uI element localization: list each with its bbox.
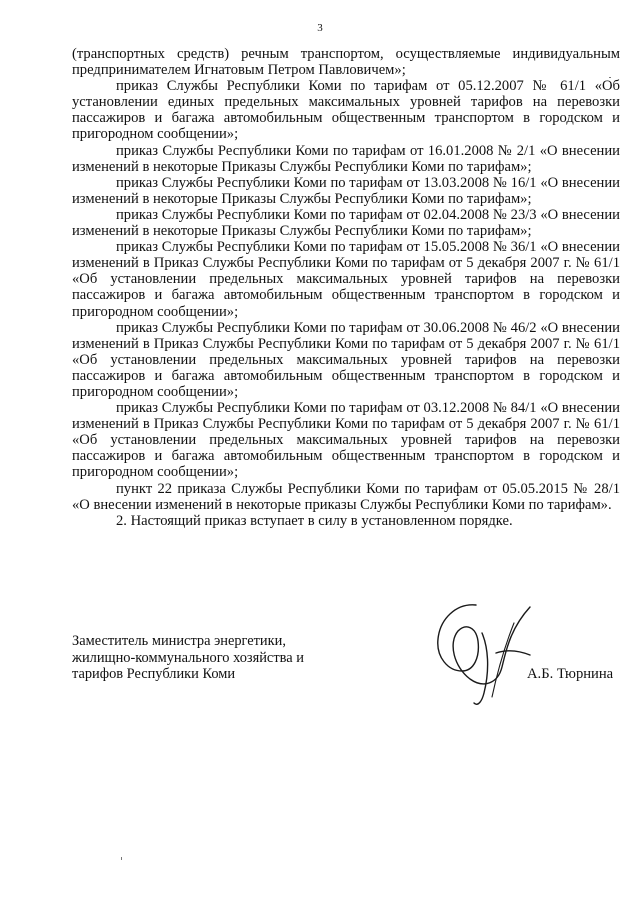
paragraph-order-16-1: приказ Службы Республики Коми по тарифам от 13.03.2008 № 16/1 «О внесении изменений в некоторые Приказы Службы Республики Коми по тарифам»; [72,174,620,207]
paragraph-order-46-2: приказ Службы Республики Коми по тарифам от 30.06.2008 № 46/2 «О внесении изменений в Приказ Службы Республики Коми по тарифам от 5 декабря 2007 г. № 61/1 «Об установлении предельных максимальных уровней тарифов на перевозки пассажиров и багажа автомобильным общественным транспортом в городском и пригородном сообщении»; [72,319,620,400]
document-body [72,46,620,529]
signatory-position-line: жилищно-коммунального хозяйства и [72,649,304,666]
signatory-name: А.Б. Тюрнина [527,666,614,682]
paragraph-order-36-1: приказ Службы Республики Коми по тарифам от 15.05.2008 № 36/1 «О внесении изменений в Приказ Службы Республики Коми по тарифам от 5 декабря 2007 г. № 61/1 «Об установлении предельных максимальных уровней тарифов на перевозки пассажиров и багажа автомобильным общественным транспортом в городском и пригородном сообщении»; [72,239,620,320]
paragraph-effective-date: 2. Настоящий приказ вступает в силу в установленном порядке. [116,512,513,529]
paragraph-order-2-1: приказ Службы Республики Коми по тарифам от 16.01.2008 № 2/1 «О внесении изменений в некоторые Приказы Службы Республики Коми по тарифам»; [72,142,620,175]
scan-speck [121,857,122,860]
paragraph-order-23-3: приказ Службы Республики Коми по тарифам от 02.04.2008 № 23/3 «О внесении изменений в некоторые Приказы Службы Республики Коми по тарифам»; [72,206,620,240]
paragraph-order-61-1: приказ Службы Республики Коми по тарифам от 05.12.2007 № 61/1 «Об установлении единых предельных максимальных уровней тарифов на перевозки пассажиров и багажа автомобильным общественным транспортом в городском и пригородном сообщении»; [72,78,620,143]
handwritten-signature [418,597,548,712]
signatory-position-line: Заместитель министра энергетики, [72,633,286,649]
signatory-position [72,633,332,683]
paragraph-continuation: (транспортных средств) речным транспортом, осуществляемые индивидуальным предпринимателем Игнатовым Петром Павловичем»; [72,46,620,79]
paragraph-order-84-1: приказ Службы Республики Коми по тарифам от 03.12.2008 № 84/1 «О внесении изменений в Приказ Службы Республики Коми по тарифам от 5 декабря 2007 г. № 61/1 «Об установлении предельных максимальных уровней тарифов на перевозки пассажиров и багажа автомобильным общественным транспортом в городском и пригородном сообщении»; [72,400,620,481]
paragraph-item-22: пункт 22 приказа Службы Республики Коми по тарифам от 05.05.2015 № 28/1 «О внесении изменений в некоторые приказы Службы Республики Коми по тарифам». [72,480,620,513]
scan-speck [609,77,611,78]
signatory-position-line: тарифов Республики Коми [72,666,236,682]
page-number: 3 [317,22,323,34]
